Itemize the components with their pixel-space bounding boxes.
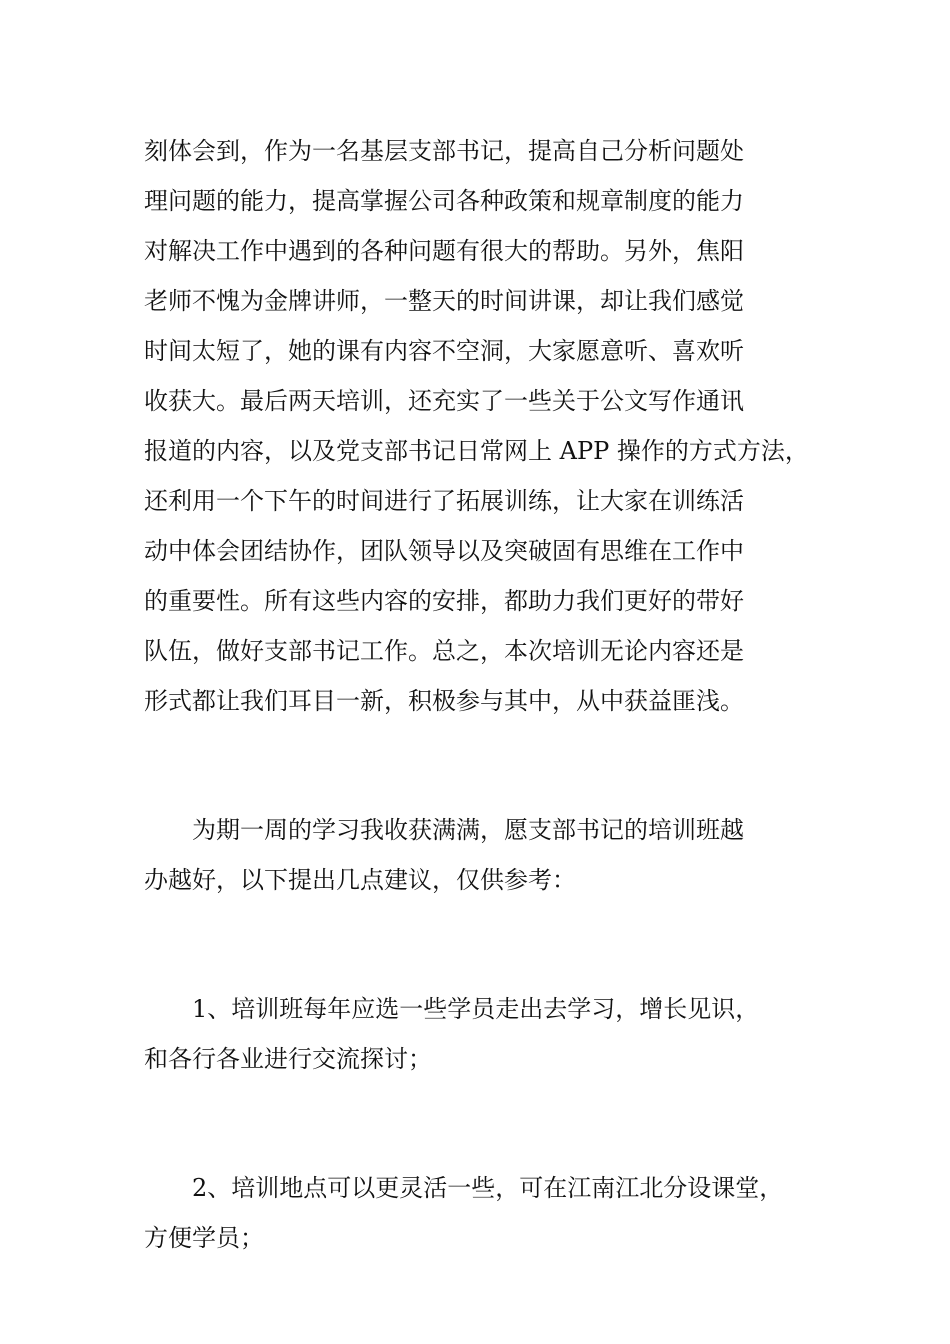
text-line: 和各行各业进行交流探讨； [144,1045,432,1073]
paragraph-spacer [144,1084,834,1163]
document-body [144,126,834,1263]
paragraph-suggestions-intro [144,805,834,905]
text-line: 1、培训班每年应选一些学员走出去学习，增长见识， [192,995,760,1023]
paragraph-suggestion-2 [144,1163,834,1263]
paragraph-spacer [144,905,834,984]
text-line: 的重要性。所有这些内容的安排，都助力我们更好的带好 [144,587,744,615]
text-line: 理问题的能力，提高掌握公司各种政策和规章制度的能力 [144,187,744,215]
text-line: 报道的内容，以及党支部书记日常网上 APP 操作的方式方法， [144,437,809,465]
text-line: 时间太短了，她的课有内容不空洞，大家愿意听、喜欢听 [144,337,744,365]
paragraph-suggestion-1 [144,984,834,1084]
text-line: 形式都让我们耳目一新，积极参与其中，从中获益匪浅。 [144,687,744,715]
text-line: 动中体会团结协作，团队领导以及突破固有思维在工作中 [144,537,744,565]
text-line: 收获大。最后两天培训，还充实了一些关于公文写作通讯 [144,387,744,415]
text-line: 还利用一个下午的时间进行了拓展训练，让大家在训练活 [144,487,744,515]
text-line: 办越好，以下提出几点建议，仅供参考： [144,866,576,894]
text-line: 队伍，做好支部书记工作。总之，本次培训无论内容还是 [144,637,744,665]
paragraph-training-reflection [144,126,834,726]
paragraph-spacer [144,726,834,805]
text-line: 刻体会到，作为一名基层支部书记，提高自己分析问题处 [144,137,744,165]
text-line: 2、培训地点可以更灵活一些，可在江南江北分设课堂， [192,1174,784,1202]
text-line: 为期一周的学习我收获满满，愿支部书记的培训班越 [192,816,744,844]
text-line: 方便学员； [144,1224,264,1252]
text-line: 老师不愧为金牌讲师，一整天的时间讲课，却让我们感觉 [144,287,744,315]
text-line: 对解决工作中遇到的各种问题有很大的帮助。另外，焦阳 [144,237,744,265]
